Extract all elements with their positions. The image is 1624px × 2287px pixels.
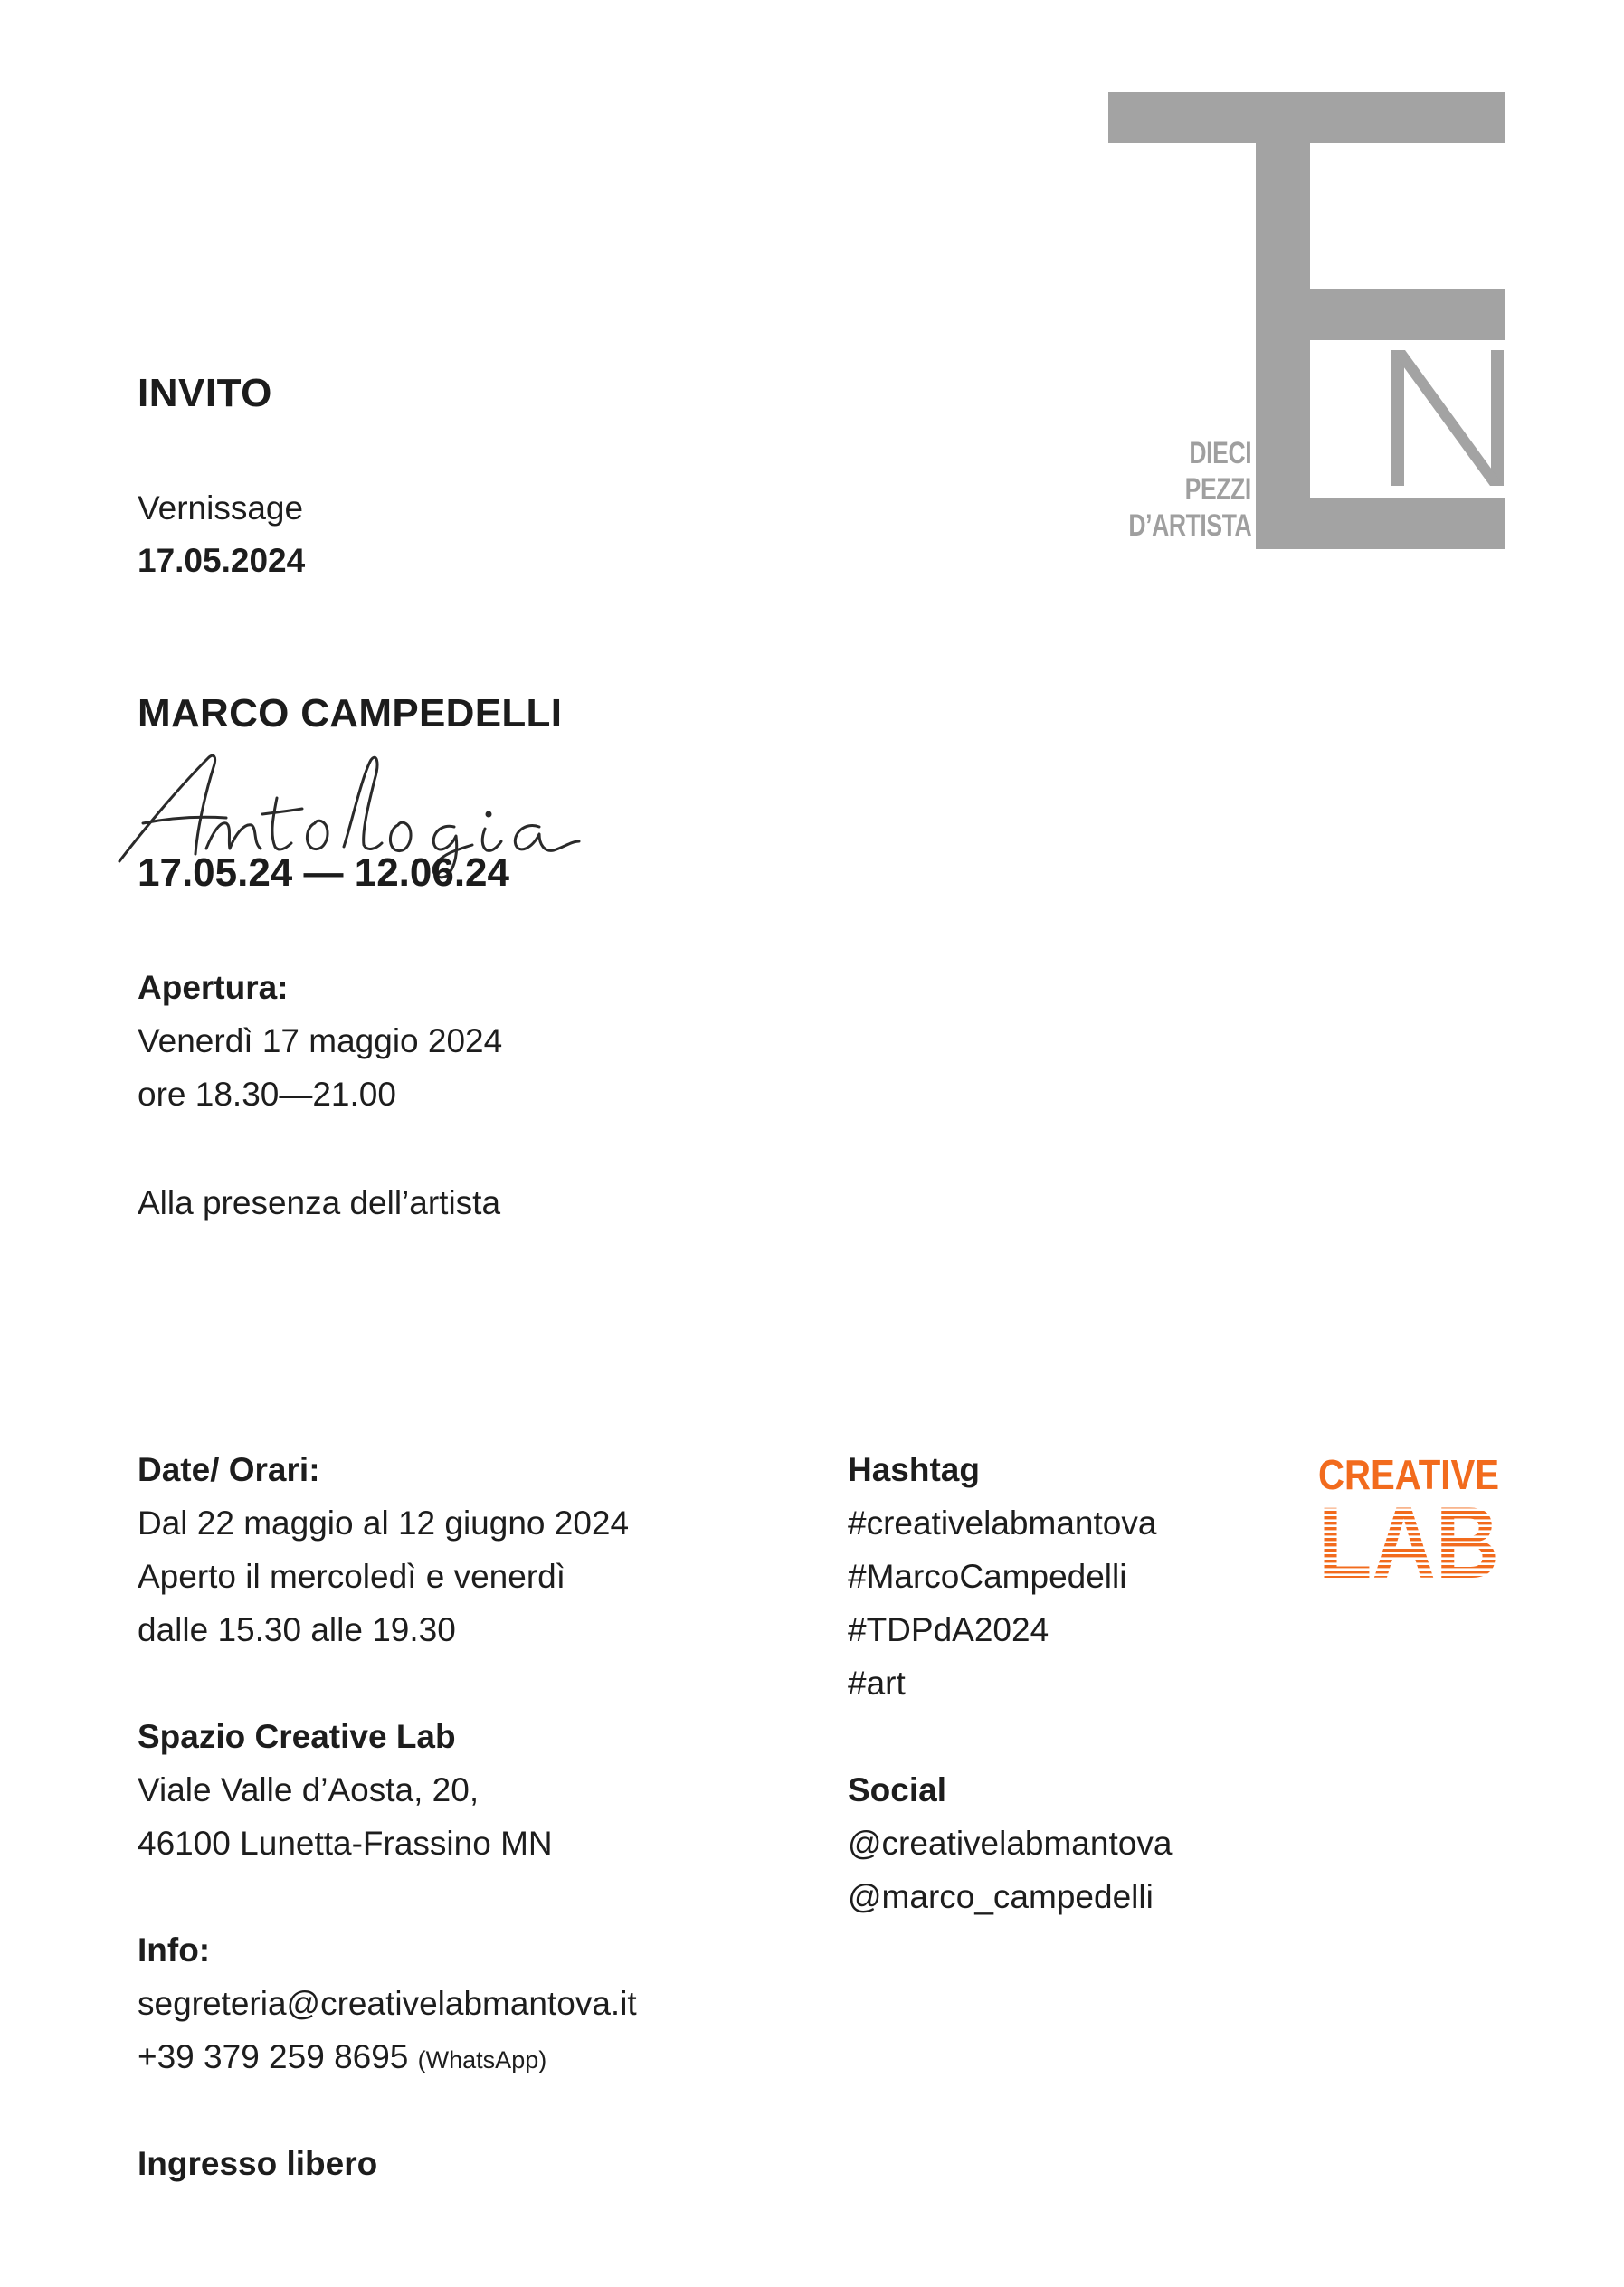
hashtag-item: #MarcoCampedelli: [848, 1558, 1127, 1595]
venue-address-line: Viale Valle d’Aosta, 20,: [138, 1771, 480, 1808]
page-title: INVITO: [138, 371, 272, 415]
info-label: Info:: [138, 1931, 211, 1969]
info-email: segreteria@creativelabmantova.it: [138, 1985, 637, 2022]
tdpda-logo-word: DIECI: [1189, 436, 1251, 470]
creative-lab-logo-bottom: LAB: [1318, 1486, 1499, 1599]
opening-hours: ore 18.30—21.00: [138, 1076, 396, 1113]
info-phone-note: (WhatsApp): [417, 2046, 547, 2073]
info-phone-line: [138, 2030, 546, 2087]
hashtag-item: #art: [848, 1665, 906, 1702]
hashtag-item: #TDPdA2024: [848, 1611, 1049, 1648]
schedule-line: Aperto il mercoledì e venerdì: [138, 1558, 566, 1595]
artist-name: MARCO CAMPEDELLI: [138, 691, 563, 735]
opening-note: Alla presenza dell’artista: [138, 1184, 501, 1221]
hashtag-item: #creativelabmantova: [848, 1504, 1157, 1542]
free-entry: Ingresso libero: [138, 2145, 378, 2182]
social-handle: @marco_campedelli: [848, 1878, 1154, 1915]
tdpda-logo: [1108, 92, 1506, 549]
schedule-line: dalle 15.30 alle 19.30: [138, 1611, 456, 1648]
opening-label: Apertura:: [138, 969, 289, 1006]
tdpda-logo-word: D’ARTISTA: [1128, 508, 1251, 543]
info-phone: +39 379 259 8695: [138, 2038, 409, 2075]
creative-lab-logo: [1315, 1451, 1502, 1599]
tdpda-logo-word: PEZZI: [1184, 472, 1251, 507]
vernissage-date: 17.05.2024: [138, 542, 306, 579]
social-handle: @creativelabmantova: [848, 1825, 1173, 1862]
venue-name: Spazio Creative Lab: [138, 1718, 456, 1755]
hashtag-label: Hashtag: [848, 1451, 980, 1488]
venue-address-line: 46100 Lunetta-Frassino MN: [138, 1825, 553, 1862]
creative-lab-logo-top: CREATIVE: [1318, 1451, 1499, 1498]
schedule-line: Dal 22 maggio al 12 giugno 2024: [138, 1504, 630, 1542]
vernissage-label: Vernissage: [138, 489, 304, 527]
opening-day: Venerdì 17 maggio 2024: [138, 1022, 503, 1059]
exhibition-dates: 17.05.24 — 12.06.24: [138, 850, 509, 895]
schedule-label: Date/ Orari:: [138, 1451, 320, 1488]
social-label: Social: [848, 1771, 946, 1808]
